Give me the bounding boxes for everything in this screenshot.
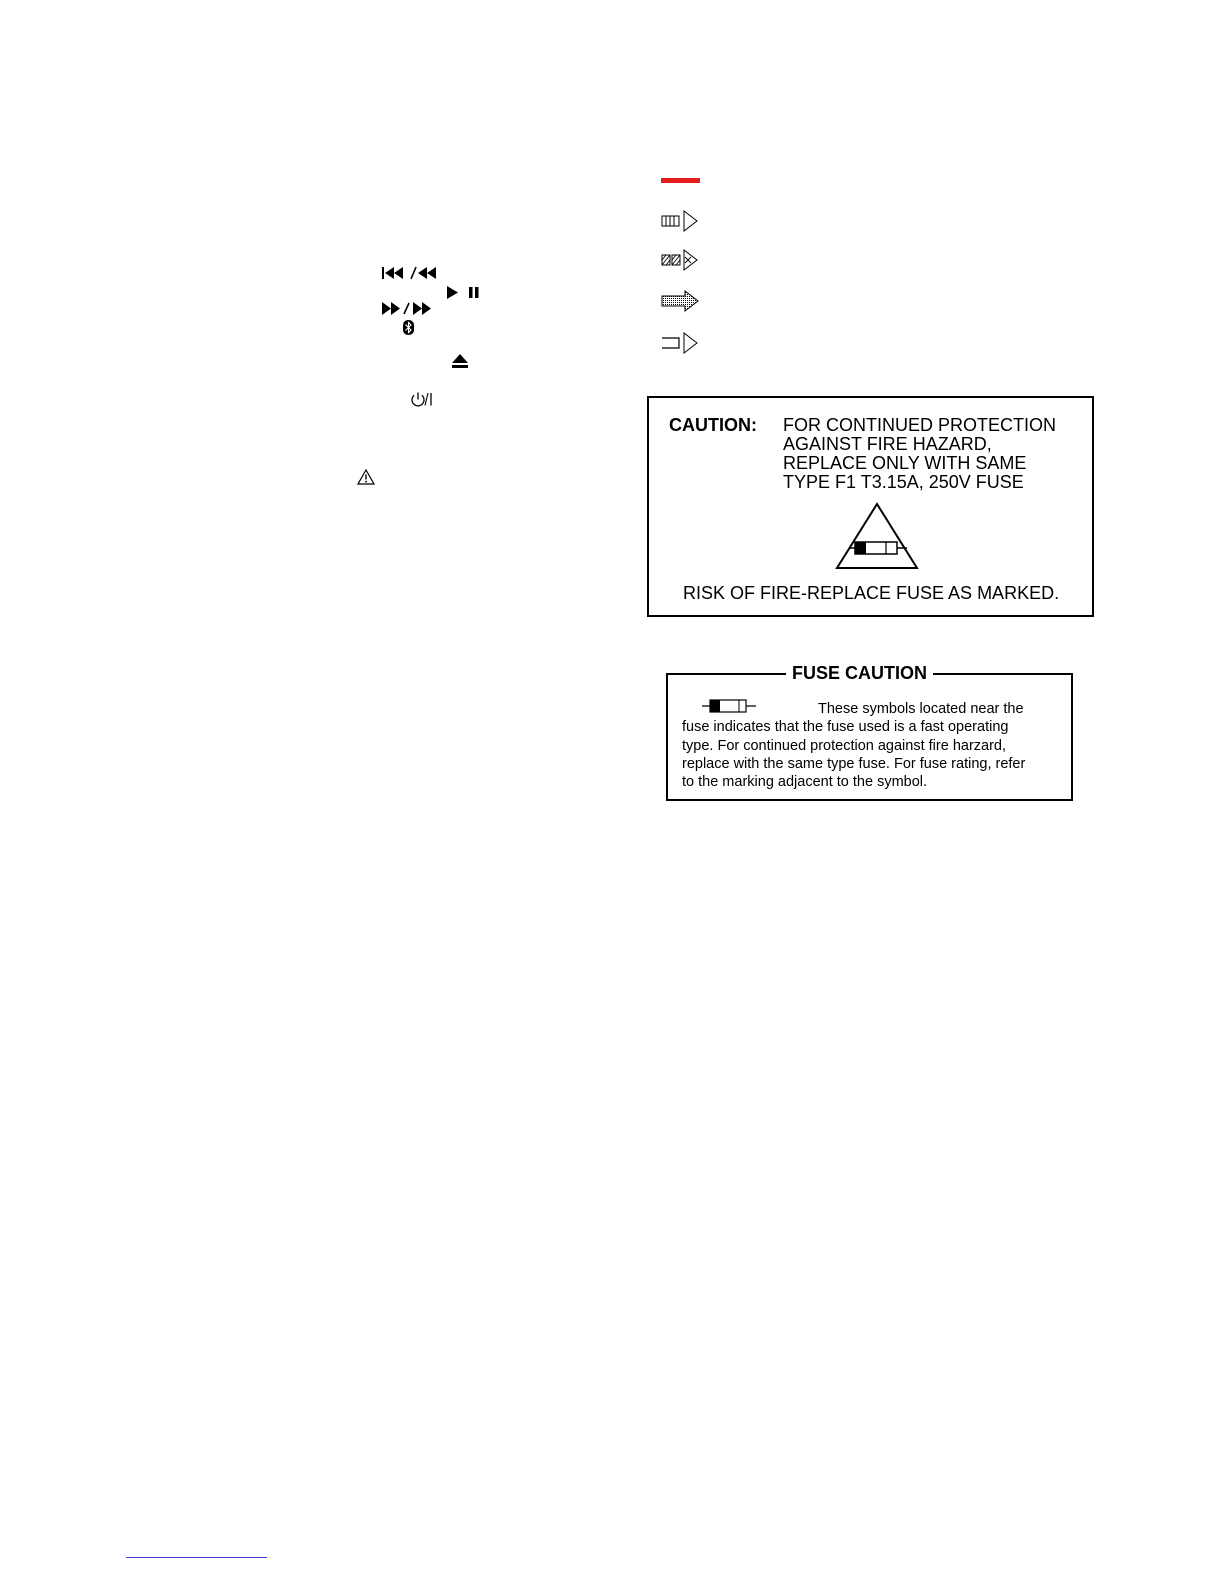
fuse-caution-line: replace with the same type fuse. For fuse rating, refer [682,755,1026,772]
fuse-caution-line: These symbols located near the [818,701,1024,717]
fuse-caution-title: FUSE CAUTION [786,663,933,684]
fuse-caution-text [682,700,1062,791]
fuse-warning-triangle-icon [835,502,919,575]
fuse-caution-box [666,663,1073,801]
power-icon [410,391,434,407]
caution-line: FOR CONTINUED PROTECTION [783,415,1056,435]
caution-line: TYPE F1 T3.15A, 250V FUSE [783,472,1024,492]
footer-link-underline[interactable] [126,1557,267,1558]
skip-forward-icon [382,302,434,315]
fuse-caution-line: fuse indicates that the fuse used is a fast operating [682,719,1009,736]
play-pause-icon [447,286,481,299]
fuse-caution-line: to the marking adjacent to the symbol. [682,774,928,791]
warning-triangle-icon [357,469,375,485]
caution-line: AGAINST FIRE HAZARD, [783,434,992,454]
caution-footer: RISK OF FIRE-REPLACE FUSE AS MARKED. [683,583,1060,603]
fuse-caution-line: type. For continued protection against fire harzard, [682,737,1007,754]
dotted-arrow-icon [661,290,699,312]
caution-line: REPLACE ONLY WITH SAME [783,453,1027,473]
caution-text [783,416,1056,492]
eject-icon [452,354,468,369]
red-line [661,178,700,183]
hatched-arrow-icon [661,249,699,271]
skip-back-icon [382,266,438,280]
hollow-striped-arrow-icon [661,210,699,232]
outline-arrow-icon [661,332,699,354]
caution-label: CAUTION: [669,415,757,435]
bluetooth-icon [403,320,414,335]
caution-box [647,396,1094,617]
